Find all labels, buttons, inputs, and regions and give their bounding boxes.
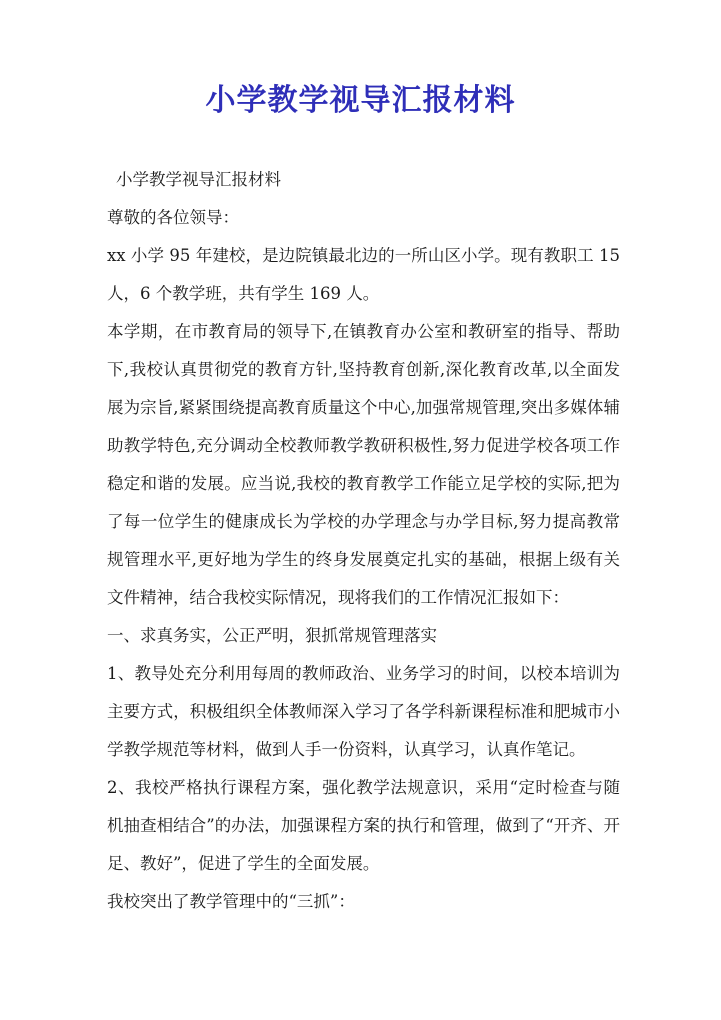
paragraph-school-intro: xx 小学 95 年建校，是边院镇最北边的一所山区小学。现有教职工 15 人，6 个教学班，共有学生 169 人。 <box>107 246 620 303</box>
paragraph-item-2: 2、我校严格执行课程方案，强化教学法规意识，采用“定时检查与随机抽查相结合”的办法，加强课程方案的执行和管理，做到了“开齐、开足、教好”，促进了学生的全面发展。 <box>107 778 620 873</box>
paragraph-semester-overview: 本学期，在市教育局的领导下,在镇教育办公室和教研室的指导、帮助下,我校认真贯彻党的教育方针,坚持教育创新,深化教育改革,以全面发展为宗旨,紧紧围绕提高教育质量这个中心,加强常规管理,突出多媒体辅助教学特色,充分调动全校教师教学教研积极性,努力促进学校各项工作稳定和谐的发展。应当说,我校的教育教学工作能立足学校的实际,把为了每一位学生的健康成长为学校的办学理念与办学目标,努力提高教常规管理水平,更好地为学生的终身发展奠定扎实的基础，根据上级有关文件精神，结合我校实际情况，现将我们的工作情况汇报如下： <box>107 322 620 607</box>
paragraph-item-1: 1、教导处充分利用每周的教师政治、业务学习的时间，以校本培训为主要方式，积极组织全体教师深入学习了各学科新课程标准和肥城市小学教学规范等材料，做到人手一份资料，认真学习，认真作笔记。 <box>107 664 620 759</box>
salutation-line: 尊敬的各位领导： <box>107 208 239 227</box>
document-body <box>107 161 620 921</box>
document-title: 小学教学视导汇报材料 <box>205 83 516 118</box>
paragraph-three-grasps: 我校突出了教学管理中的“三抓”： <box>107 892 355 911</box>
section-heading-1: 一、求真务实，公正严明，狠抓常规管理落实 <box>107 626 437 645</box>
document-subtitle: 小学教学视导汇报材料 <box>116 170 281 189</box>
